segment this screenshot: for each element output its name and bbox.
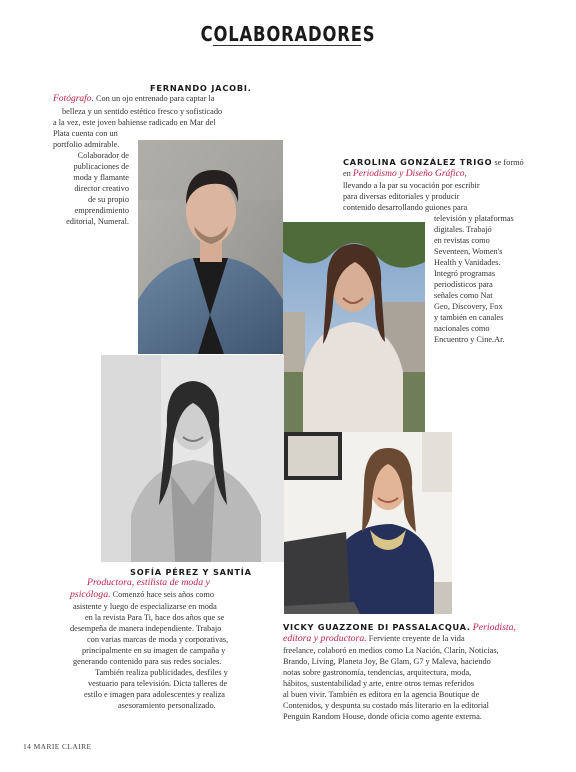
bio-line: hábitos, sustentabilidad y arte, entre otros temas referidos [283,679,475,688]
bio-line: desempeña de manera independiente. Trabajo [70,624,222,633]
bio-line: de su propio [87,195,129,204]
bio-line: psicóloga. Comenzó hace seis años como [70,589,215,600]
bio-line [283,622,516,633]
bio-line: asistente y luego de especializarse en moda [73,602,217,611]
bio-line: generando contenido para sus redes sociales. [73,657,222,666]
bio-line: Fotógrafo. Con un ojo entrenado para captar la [53,94,215,104]
bio-line: Contenidos, y despunta su costado más literario en la editorial [283,701,489,710]
bio-line: CAROLINA GONZÁLEZ TRIGO se formó [343,157,524,167]
contributor-role: Periodista, [472,622,517,633]
contributor-name: SOFÍA PÉREZ Y SANTÍA [130,567,252,577]
bio-line: Encuentro y Cine.Ar. [434,335,505,344]
bio-line: para diversas editoriales y producir [343,192,460,201]
bio-line: y también en canales [434,313,504,322]
bio-line: publicaciones de [73,162,129,171]
bio-line: digitales. Trabajó [434,225,492,234]
bio-line: freelance, colaboró en medios como La Nación, Clarín, Noticias, [283,646,499,655]
bio-line: Brando, Living, Planeta Joy, Be Glam, G7 y Maleva, haciendo [283,657,491,666]
bio-line: periodísticos para [434,280,493,289]
bio-line: en Periodismo y Diseño Gráfico, [343,169,467,179]
contributor-name: VICKY GUAZZONE DI PASSALACQUA. [283,622,471,632]
bio-line: estilo e imagen para adolescentes y realiza [84,690,225,699]
contributor-name: CAROLINA GONZÁLEZ TRIGO [343,157,493,167]
bio-line [87,577,210,588]
bio-line: en revistas como [434,236,490,245]
bio-line: señales como Nat [434,291,493,300]
bio-line: al buen vivir. También es editora en la agencia Boutique de [283,690,480,699]
bio-line: Seventeen, Women's [434,247,503,256]
bio-line: editorial, Numeral. [66,217,129,226]
bio-line: asesoramiento personalizado. [118,701,216,710]
photo-fernando-jacobi [138,140,283,354]
title-underline [213,45,361,46]
bio-line: director creativo [74,184,129,193]
contributor-role: Productora, estilista de moda y [87,577,210,588]
bio-line: editora y productora. Ferviente creyente de la vida [283,633,465,644]
bio-line: Geo, Discovery, Fox [434,302,503,311]
bio-line: contenido desarrollando guiones para [343,203,468,212]
bio-line: belleza y un sentido estético fresco y sofisticado [62,107,223,116]
contributor-role: Fotógrafo. [53,94,94,104]
bio-line: notas sobre gastronomía, tendencias, arquitectura, moda, [283,668,472,677]
bio-line: portfolio admirable. [53,140,120,149]
bio-line: vestuario para televisión. Dicta talleres de [88,679,228,688]
contributor-role: Periodismo y Diseño Gráfico, [352,169,467,179]
photo-vicky-guazzone [284,432,452,614]
bio-line: en la revista Para Ti, hace dos años que se [85,613,225,622]
photo-carolina-gonzalez-trigo [283,222,425,432]
bio-line: Integró programas [434,269,496,278]
bio-line: principalmente en su imagen de campaña y [82,646,226,655]
contributor-name: FERNANDO JACOBI. [150,83,252,93]
page-title: COLABORADORES [200,22,376,46]
bio-line: Colaborador de [77,151,129,160]
page-folio: 14 MARIE CLAIRE [23,742,92,751]
bio-line: emprendimiento [74,206,129,215]
bio-line: nacionales como [434,324,490,333]
bio-line: Plata cuenta con un [53,129,118,138]
bio-line: También realiza publicidades, desfiles y [95,668,228,677]
bio-line: Penguin Random House, donde oficia como agente externa. [283,712,482,721]
photo-sofia-perez-y-santia [101,355,284,562]
bio-line: televisión y plataformas [434,214,514,223]
bio-line: Health y Vanidades. [434,258,501,267]
bio-line: llevando a la par su vocación por escribir [343,181,480,190]
bio-line: moda y flamante [73,173,129,182]
bio-line: con varias marcas de moda y corporativas, [87,635,229,644]
bio-line: a la vez, este joven bahiense radicado en Mar del [53,118,216,127]
